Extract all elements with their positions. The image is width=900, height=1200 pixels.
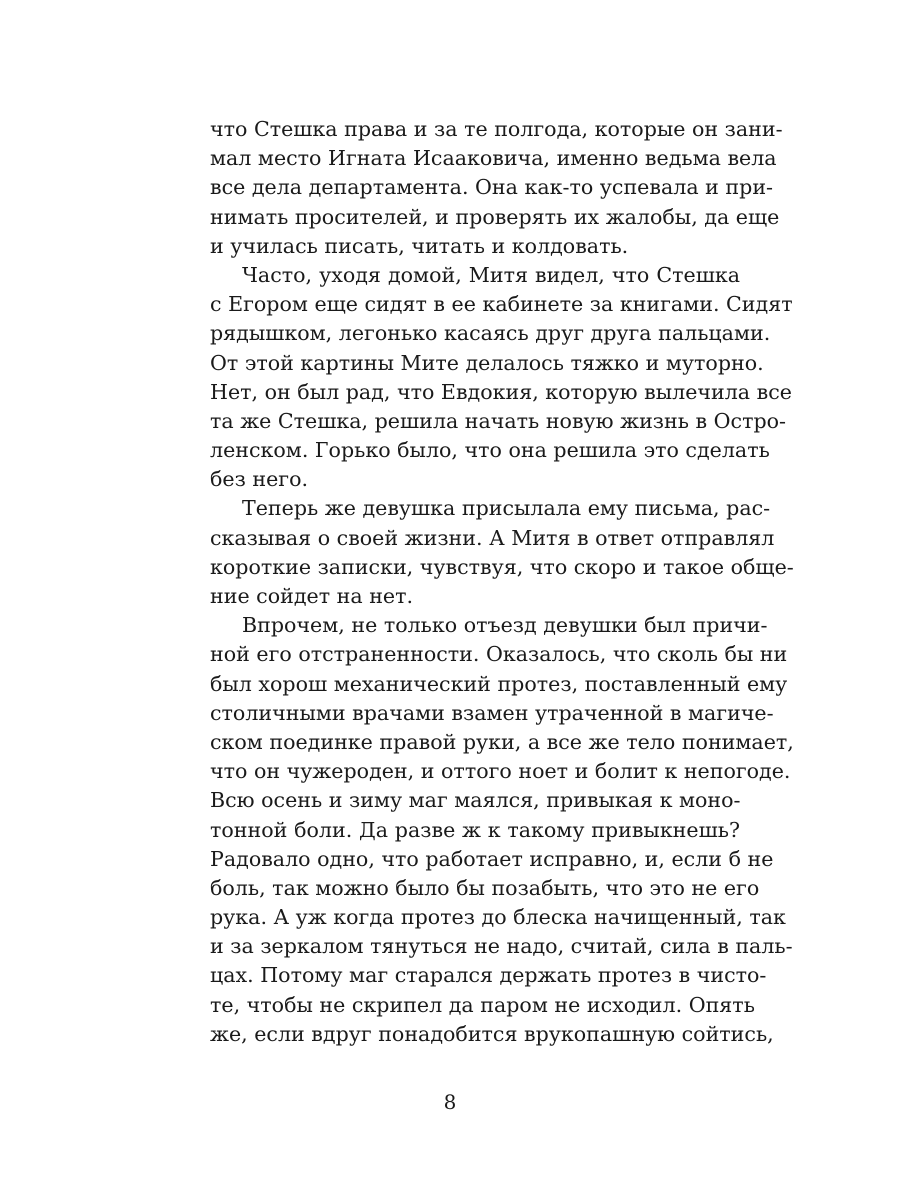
text-line: Впрочем, не только отъезд девушки был причи- — [242, 613, 768, 638]
text-line: та же Стешка, решила начать новую жизнь в Остро- — [210, 408, 787, 433]
page-number: 8 — [443, 1090, 457, 1114]
text-line: тонной боли. Да разве ж к такому привыкнешь? — [210, 817, 740, 842]
text-line: был хорош механический протез, поставленный ему — [210, 671, 788, 696]
text-line: сказывая о своей жизни. А Митя в ответ отправлял — [210, 525, 775, 550]
text-line: боль, так можно было бы позабыть, что это не его — [210, 875, 760, 900]
text-line: столичными врачами взамен утраченной в магиче- — [210, 700, 774, 725]
text-line: рука. А уж когда протез до блеска начищенный, так — [210, 905, 786, 930]
text-line: те, чтобы не скрипел да паром не исходил. Опять — [210, 992, 755, 1017]
text-line: что Стешка права и за те полгода, которые он зани- — [210, 117, 783, 141]
text-line: цах. Потому маг старался держать протез в чисто- — [210, 963, 767, 988]
text-line: От этой картины Мите делалось тяжко и муторно. — [210, 350, 764, 375]
text-line: все дела департамента. Она как-то успевала и при- — [210, 175, 774, 200]
text-line: что он чужероден, и оттого ноет и болит к непогоде. — [210, 759, 791, 784]
body-text — [210, 115, 794, 1049]
text-line: мал место Игната Исааковича, именно ведьма вела — [210, 146, 777, 171]
text-line: короткие записки, чувствуя, что скоро и такое обще- — [210, 554, 794, 579]
text-line: Радовало одно, что работает исправно, и, если б не — [210, 846, 774, 871]
text-line: и училась писать, читать и колдовать. — [210, 233, 629, 258]
text-line: ском поединке правой руки, а все же тело понимает, — [210, 729, 794, 754]
text-line: Часто, уходя домой, Митя видел, что Стешка — [242, 262, 740, 287]
text-line: ленском. Горько было, что она решила это сделать — [210, 438, 770, 463]
text-line: Нет, он был рад, что Евдокия, которую вылечила все — [210, 379, 792, 404]
text-line: с Егором еще сидят в ее кабинете за книгами. Сидят — [210, 292, 793, 317]
text-line: ной его отстраненности. Оказалось, что сколь бы ни — [210, 642, 788, 667]
text-line: ние сойдет на нет. — [210, 584, 414, 608]
text-line: же, если вдруг понадобится врукопашную сойтись, — [210, 1021, 774, 1046]
text-line: рядышком, легонько касаясь друг друга пальцами. — [210, 321, 771, 346]
text-line: Всю осень и зиму маг маялся, привыкая к моно- — [210, 788, 741, 813]
text-line: Теперь же девушка присылала ему письма, рас- — [242, 496, 771, 521]
text-line: и за зеркалом тянуться не надо, считай, сила в паль- — [210, 934, 793, 959]
text-line: нимать просителей, и проверять их жалобы, да еще — [210, 204, 780, 229]
text-line: без него. — [210, 467, 309, 492]
